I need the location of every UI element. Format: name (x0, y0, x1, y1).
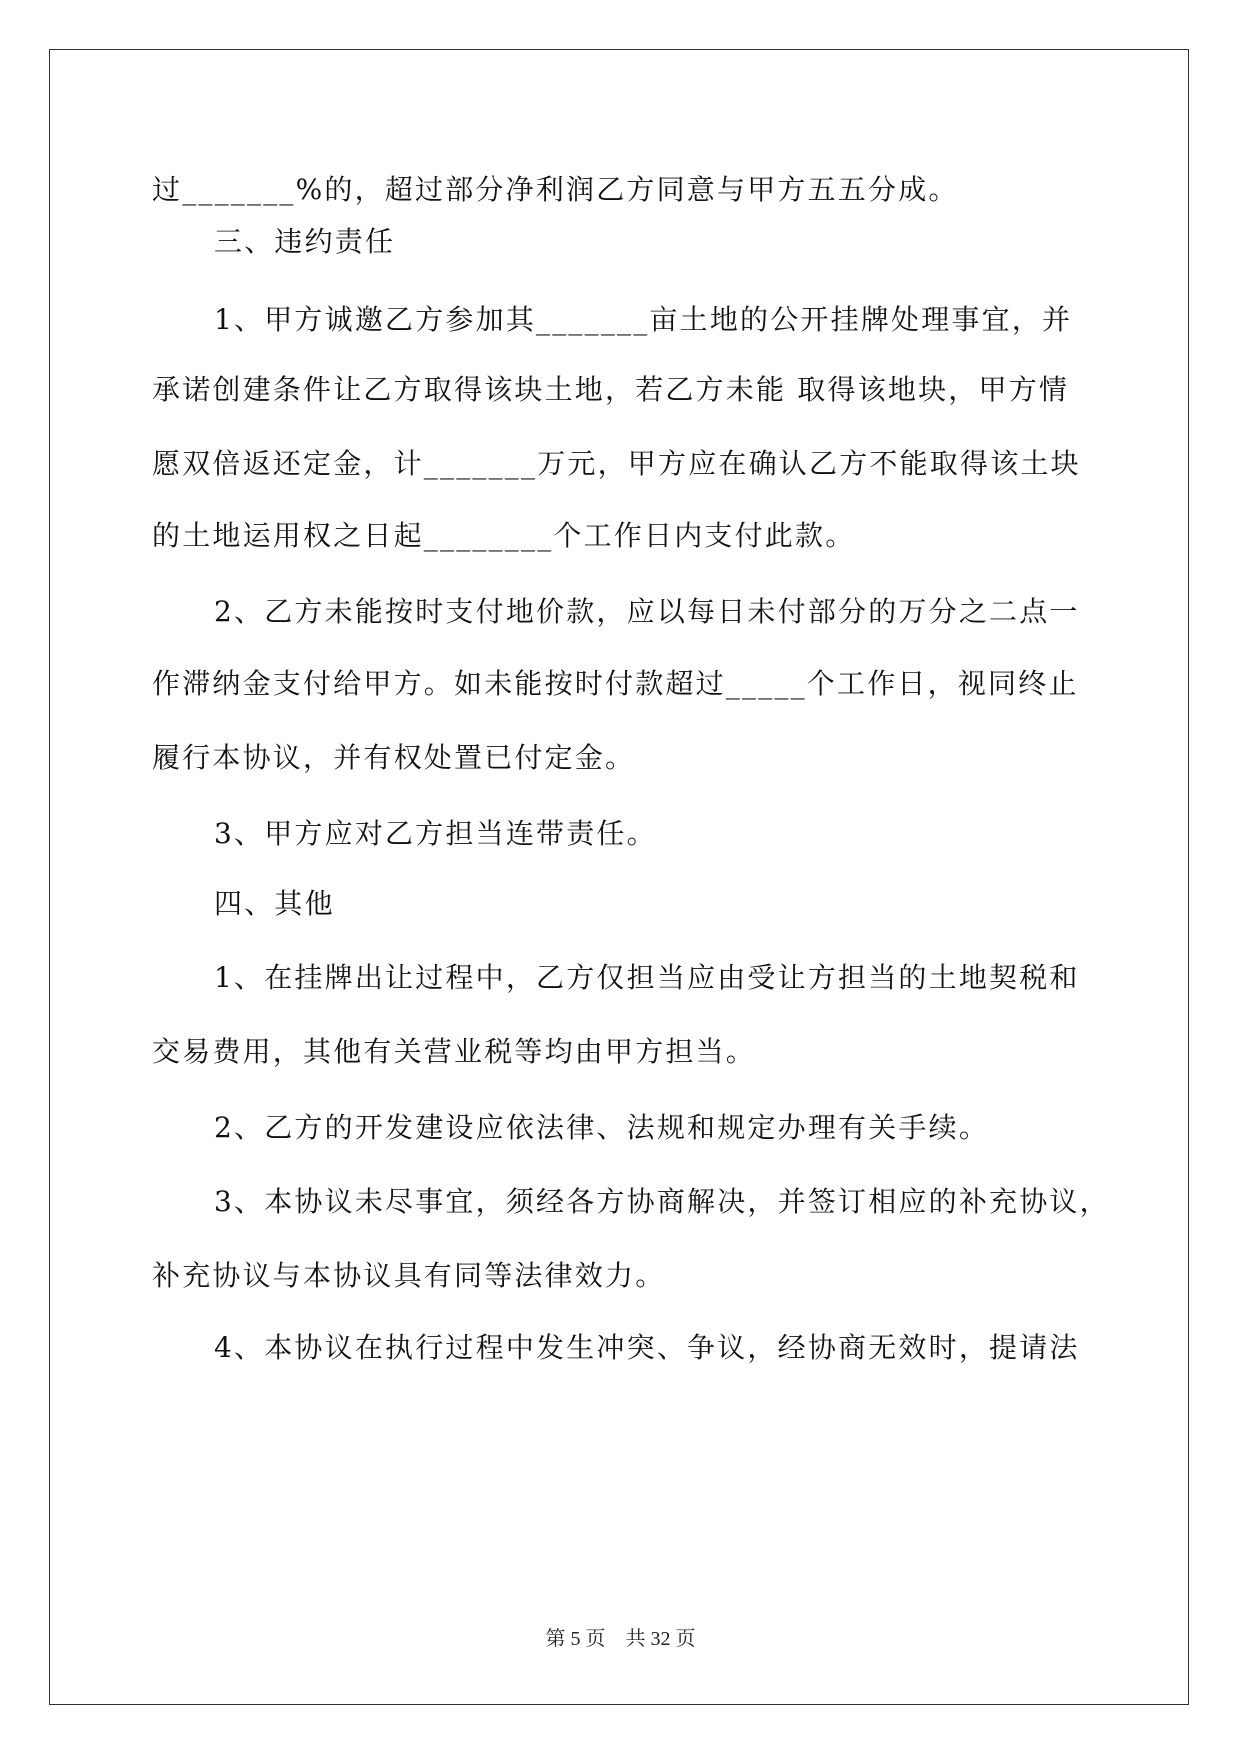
body-line: 2、乙方未能按时支付地价款，应以每日未付部分的万分之二点一 (214, 595, 1080, 628)
body-line: 愿双倍返还定金，计_______万元，甲方应在确认乙方不能取得该土块 (152, 447, 1081, 480)
body-line: 的土地运用权之日起________个工作日内支付此款。 (152, 519, 856, 552)
body-line: 4、本协议在执行过程中发生冲突、争议，经协商无效时，提请法 (214, 1331, 1080, 1364)
body-line: 1、甲方诚邀乙方参加其_______亩土地的公开挂牌处理事宜，并 (214, 303, 1073, 336)
body-line: 作滞纳金支付给甲方。如未能按时付款超过_____个工作日，视同终止 (152, 667, 1079, 700)
body-line: 承诺创建条件让乙方取得该块土地，若乙方未能 取得该地块，甲方情 (152, 373, 1070, 406)
body-line: 履行本协议，并有权处置已付定金。 (152, 741, 636, 774)
section-heading: 三、违约责任 (214, 225, 396, 258)
section-heading: 四、其他 (214, 887, 335, 920)
body-line: 1、在挂牌出让过程中，乙方仅担当应由受让方担当的土地契税和 (214, 961, 1080, 994)
page-border (49, 49, 1189, 1705)
body-line: 2、乙方的开发建设应依法律、法规和规定办理有关手续。 (214, 1111, 990, 1144)
body-line: 3、甲方应对乙方担当连带责任。 (214, 817, 657, 850)
body-line: 过_______%的，超过部分净利润乙方同意与甲方五五分成。 (152, 173, 959, 206)
body-line: 3、本协议未尽事宜，须经各方协商解决，并签订相应的补充协议， (214, 1185, 1110, 1218)
page-number: 第 5 页 共 32 页 (545, 1628, 696, 1650)
body-line: 补充协议与本协议具有同等法律效力。 (152, 1259, 666, 1292)
body-line: 交易费用，其他有关营业税等均由甲方担当。 (152, 1035, 757, 1068)
